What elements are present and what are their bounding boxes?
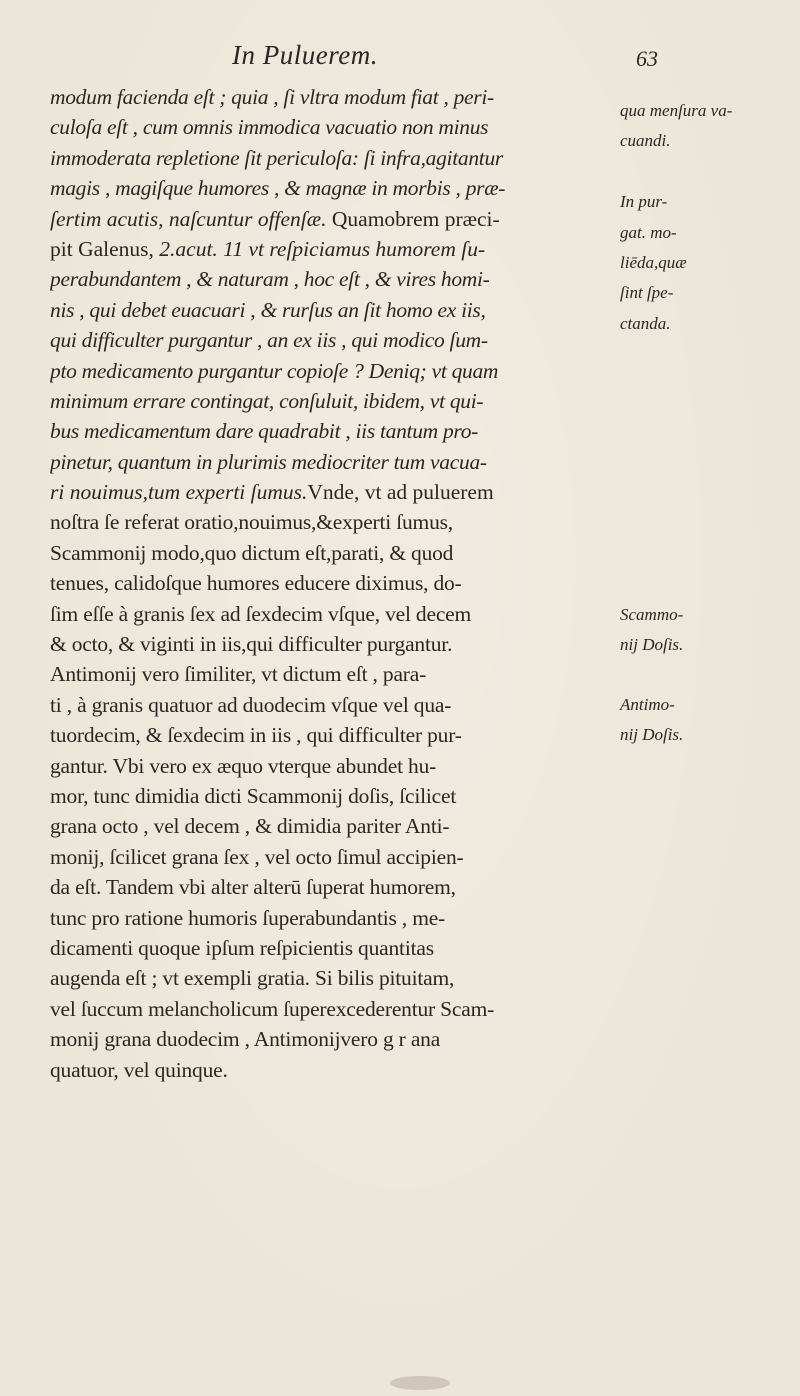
roman-run: Quamobrem præci- [326,206,500,231]
text-line: tunc pro ratione humoris ſuperabundantis , me- [50,905,446,930]
running-head: In Puluerem. [232,40,378,70]
margin-note-line: ctanda. [620,313,671,333]
text-line: & octo, & viginti in iis,qui difficulter purgantur. [50,632,453,657]
text-line: culoſa eſt , cum omnis immodica vacuatio non minus [50,115,489,140]
margin-note-line: gat. mo- [620,222,677,242]
paper-stain [390,1376,450,1390]
text-line: tuordecim, & ſexdecim in iis , qui difficulter pur- [50,723,462,748]
text-line: ti , à granis quatuor ad duodecim vſque vel qua- [50,692,452,717]
text-line [50,477,624,507]
margin-note-line: cuandi. [620,131,671,151]
text-line: ſim eſſe à granis ſex ad ſexdecim vſque, vel decem [50,601,472,626]
text-line: pinetur, quantum in plurimis mediocriter tum vacua- [50,449,487,474]
margin-note-dosage-measure [620,96,790,339]
page-number: 63 [636,46,658,71]
margin-note-line: Scammo- [620,605,684,624]
text-line: grana octo , vel decem , & dimidia pariter Anti- [50,814,450,839]
text-line [50,204,624,234]
text-line: da eſt. Tandem vbi alter alterū ſuperat humorem, [50,875,456,900]
text-line: immoderata repletione ſit periculoſa: ſi infra,agitantur [50,145,503,170]
text-line: pto medicamento purgantur copioſe ? Deniq; vt quam [50,358,499,383]
text-line: bus medicamentum dare quadrabit , iis tantum pro- [50,419,479,444]
roman-run: pit Galenus, [50,236,160,261]
text-line: nis , qui debet euacuari , & rurſus an ſit homo ex iis, [50,297,486,322]
margin-note-antimony-dose [620,690,790,751]
main-text-block [50,82,624,1085]
page-header [0,38,800,78]
margin-note-scammony-dose [620,600,790,661]
text-line: dicamenti quoque ipſum reſpicientis quantitas [50,935,434,960]
margin-note-line: In pur- [620,192,668,212]
text-line: modum facienda eſt ; quia , ſi vltra modum fiat , peri- [50,85,494,109]
margin-note-line: liēda,quæ [620,252,687,272]
italic-run: ſertim acutis, naſcuntur offenſæ. [50,206,327,231]
text-line: monij grana duodecim , Antimonijvero g r ana [50,1027,441,1052]
roman-run: Vnde, vt ad puluerem [307,480,494,505]
margin-note-line [620,157,790,187]
text-line: quatuor, vel quinque. [50,1057,228,1082]
text-line: tenues, calidoſque humores educere diximus, do- [50,571,462,596]
text-line: vel ſuccum melancholicum ſuperexcederentur Scam- [50,996,495,1021]
text-line [50,234,624,264]
text-line: monij, ſcilicet grana ſex , vel octo ſimul accipien- [50,844,464,869]
text-line: Scammonij modo,quo dictum eſt,parati, & quod [50,540,454,565]
margin-note-line: nij Doſis. [620,725,684,745]
text-line: gantur. Vbi vero ex æquo vterque abundet hu- [50,753,437,778]
margin-note-line: nij Doſis. [620,635,684,655]
text-line: augenda eſt ; vt exempli gratia. Si bilis pituitam, [50,966,455,991]
italic-run: ri nouimus,tum experti ſumus. [50,480,308,505]
text-line: qui difficulter purgantur , an ex iis , qui modico ſum- [50,328,488,353]
italic-run: 2.acut. 11 vt reſpiciamus humorem ſu- [159,236,486,261]
text-line: mor, tunc dimidia dicti Scammonij doſis, ſcilicet [50,783,457,808]
text-line: magis , magiſque humores , & magnæ in morbis , præ- [50,176,506,201]
text-line: minimum errare contingat, conſuluit, ibidem, vt qui- [50,388,484,413]
margin-note-line: Antimo- [620,695,675,714]
text-line: noſtra ſe referat oratio,nouimus,&experti ſumus, [50,510,453,535]
margin-note-line: ſint ſpe- [620,283,674,303]
margin-note-line: qua menſura va- [620,101,733,120]
text-line: perabundantem , & naturam , hoc eſt , & vires homi- [50,267,490,292]
text-line: Antimonij vero ſimiliter, vt dictum eſt , para- [50,662,427,687]
